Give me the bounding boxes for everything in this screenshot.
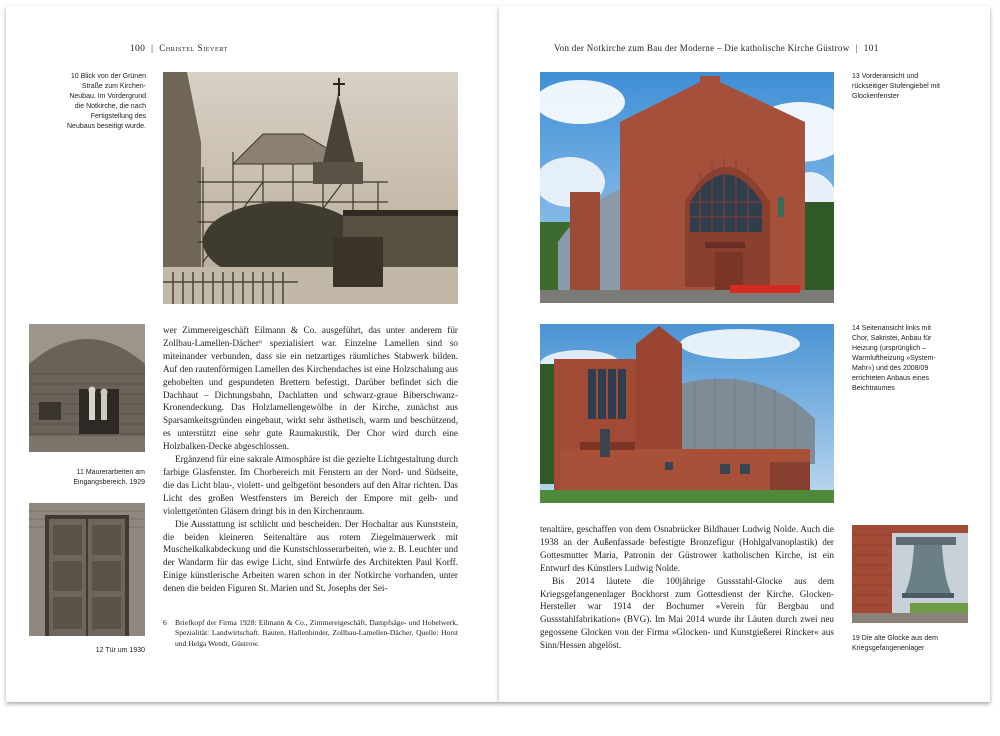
photo-old-bell <box>852 525 968 623</box>
photo-door-1930 <box>29 503 145 636</box>
caption-19: 19 Die alte Glocke aus dem Kriegsgefangenenlager <box>852 635 938 652</box>
right-running-head: Von der Notkirche zum Bau der Moderne – Die katholische Kirche Güstrow | 101 <box>554 43 879 54</box>
right-paragraph-1: tenaltäre, geschaffen von dem Osnabrücker Bildhauer Ludwig Nolde. Auch die 1938 an der Außenfassade befestigte Bronzefigur (Hohlgalvanoplastik) der Gottesmutter Maria, Patronin der Güstrower katholischen Kirche, ist ein Entwurf des Künstlers Ludwig Nolde. <box>540 524 834 573</box>
left-body-text <box>163 324 458 595</box>
caption-12: 12 Tür um 1930 <box>95 647 145 654</box>
left-page-number: 100 <box>130 44 146 54</box>
caption-11: 11 Maurerarbeiten am Eingangsbereich, 1929 <box>73 469 145 486</box>
right-running-title: Von der Notkirche zum Bau der Moderne – Die katholische Kirche Güstrow <box>554 43 850 53</box>
left-paragraph-2: Ergänzend für eine sakrale Atmosphäre ist die gezielte Lichtgestaltung durch farbige Glasfenster. Im Chorbereich mit Fenstern an der Nord- und Südseite, die das Licht blau-, violett- und gelbgetönt besonders auf den Altar richten. Das Licht des großen Westfensters im Bereich der Empore mit gelb- und violettgetönten Gläsern dringt bis in den Kirchenraum. <box>163 454 458 516</box>
footnote-text: Briefkopf der Firma 1928: Eilmann & Co., Zimmereigeschäft, Dampfsäge- und Hobelwerk, Spezialität: Landwirtschaft. Bauten, Hallenbinder, Zollbau-Lamellen-Dächer, Quelle: Horst und Helga Wendt, Güstrow. <box>175 618 458 648</box>
photo-construction-notkirche <box>163 72 458 304</box>
left-paragraph-3: Die Ausstattung ist schlicht und bescheiden. Der Hochaltar aus Kunststein, die beiden kleineren Seitenaltäre aus rotem Ziegelmauerwerk mit Muschelkalkabdeckung und die Kunstschlosserarbeiten, wie z. B. Leuchter und der Wandarm für das ewige Licht, sind Entwürfe des Architekten Paul Korff. Einige künstlerische Arbeiten waren schon in der Notkirche vorhanden, unter denen die beiden Figuren St. Marien und St. Josephs der Sei- <box>163 518 458 594</box>
caption-13: 13 Vorderansicht und rückseitiger Stufengiebel mit Glockenfenster <box>852 73 940 100</box>
photo-church-side <box>540 324 834 503</box>
footnote-6 <box>163 618 458 649</box>
right-page-number: 101 <box>863 44 879 54</box>
photo-masonry-entrance <box>29 324 145 452</box>
right-body-text <box>540 523 834 652</box>
right-page <box>499 6 990 702</box>
left-paragraph-1: wer Zimmereigeschäft Eilmann & Co. ausgeführt, das unter anderem für Zollbau-Lamellen-Dächer⁶ spezialisiert war. Einzelne Lamellen sind so miteinander verbunden, dass sie ein netzartiges räumliches Stabwerk bilden. Auf den rautenförmigen Lamellen des Kirchendaches ist eine Holzschalung aus gehobelten und gespundeten Brettern befestigt. Darüber befindet sich die Dachhaut – Dichtungsbahn, Dachlatten und schwarz-graue Biberschwanz-Kronendeckung. Das Holzlamellengewölbe in der Kirche, zunächst aus Sparsamkeitsgründen eingebaut, wirkt sehr ästhetisch, warm und beschützend, es unterstützt eine sehr gute Raumakustik. Der Chor wird durch eine Holzbalken-Decke abgeschlossen. <box>163 325 458 452</box>
right-paragraph-2: Bis 2014 läutete die 100jährige Gussstahl-Glocke aus dem Kriegsgefangenenlager Bockhorst zum Gottesdienst der Kirche. Glocken-Hersteller war 1914 der Bochumer »Verein für Bergbau und Gussstahlfabrikation« (BVG). Im Mai 2014 wurde ihr Läuten durch zwei neu gegossene Glocken von der Firma »Glocken- und Kunstgießerei Rincker« aus Sinn/Hessen abgelöst. <box>540 575 834 651</box>
left-running-head: 100 | Christel Sievert <box>130 43 228 54</box>
left-author: Christel Sievert <box>159 43 228 53</box>
photo-church-front <box>540 72 834 303</box>
left-page <box>6 6 499 702</box>
caption-10: 10 Blick von der Grünen Straße zum Kirchen-Neubau. Im Vordergrund die Notkirche, die nach Fertigstellung des Neubaus beseitigt wurde. <box>67 73 146 130</box>
footnote-number: 6 <box>163 618 167 627</box>
caption-14: 14 Seitenansicht links mit Chor, Sakristei, Anbau für Heizung (ursprünglich – Warmluftheizung »System-Mahr«) und des 2008/09 errichteten Anbaus eines Beichtraumes <box>852 325 936 392</box>
